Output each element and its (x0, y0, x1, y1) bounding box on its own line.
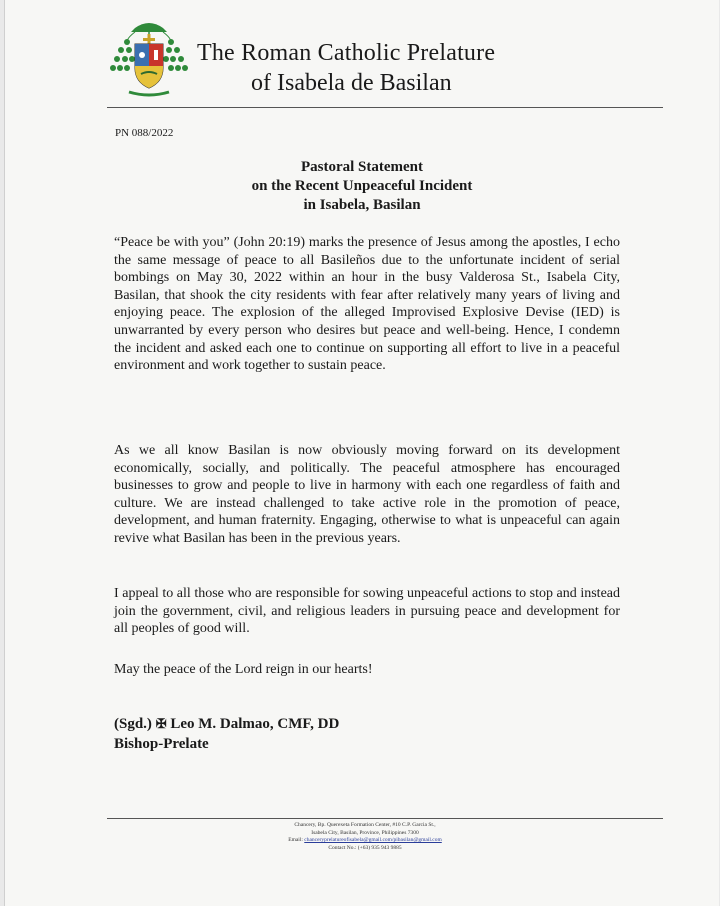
signatory-name: Leo M. Dalmao, CMF, DD (170, 716, 340, 732)
footer-divider (107, 818, 663, 819)
body-paragraph-3: I appeal to all those who are responsible for sowing unpeaceful actions to stop and instead join the government, civil, and religious leaders in pursuing peace and development for all peoples of good will. (114, 586, 620, 637)
footer-line-2: Isabela City, Basilan, Province, Philippines 7300 (311, 829, 419, 836)
body-paragraph-4: May the peace of the Lord reign in our hearts! (114, 662, 373, 677)
signature-line (114, 716, 339, 733)
document-page (4, 0, 719, 906)
footer-line-1: Chancery, Bp. Querexeta Formation Center, #10 C.P. Garcia St., (294, 822, 436, 828)
coat-of-arms-icon (105, 18, 193, 98)
footer-address (205, 822, 525, 852)
body-paragraph-2: As we all know Basilan is now obviously moving forward on its development economically, socially, and politically. The peaceful atmosphere has encouraged businesses to grow and people to live in harmony with each one regardless of faith and culture. We are instead challenged to take active role in the promotion of peace, development, and human fraternity. Engaging, otherwise to what is unpeaceful can again revive what Basilan has been in the previous years. (114, 443, 620, 546)
footer-contact: Contact No.: (+63) 935 943 9885 (328, 844, 402, 851)
footer-email-line (205, 837, 525, 845)
heading-line-1: Pastoral Statement (300, 159, 424, 175)
header-divider (107, 107, 663, 108)
heading-line-2: on the Recent Unpeaceful Incident (251, 178, 473, 194)
letterhead-subtitle: of Isabela de Basilan (251, 70, 452, 96)
reference-number: PN 088/2022 (115, 127, 174, 139)
signature-prefix: (Sgd.) (114, 716, 152, 732)
signatory-title: Bishop-Prelate (114, 736, 209, 752)
body-paragraph-1: “Peace be with you” (John 20:19) marks the presence of Jesus among the apostles, I echo the same message of peace to all Basileños due to the unfortunate incident of serial bombings on May 30, 2022 within an hour in the busy Valderosa St., Isabela City, Basilan, that shook the city residents with fear after relatively many years of living and enjoying peace. The explosion of the alleged Improvised Explosive Devise (IED) is unwarranted by every person who desires but peace and well-being. Hence, I condemn the incident and asked each one to continue on supporting all effort to live in a peaceful environment and work together to sustain peace. (114, 235, 620, 374)
footer-email-label: Email: (288, 837, 303, 843)
footer-email-link[interactable]: chanceryprelatureofisabela@gmail.com/pibasilan@gmail.com (304, 837, 442, 843)
letterhead-title: The Roman Catholic Prelature (197, 40, 496, 66)
cross-icon: ✠ (155, 716, 167, 731)
heading-line-3: in Isabela, Basilan (303, 197, 421, 213)
